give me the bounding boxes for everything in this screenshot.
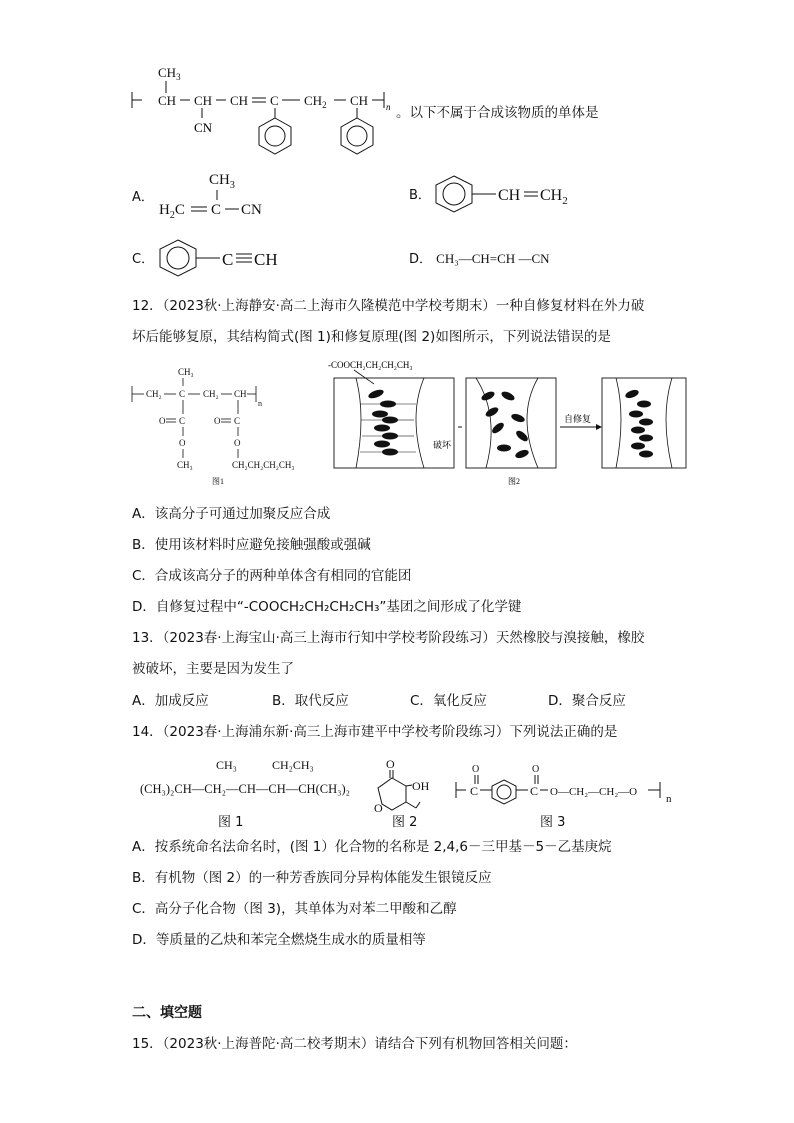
q11-option-a-structure: [155, 168, 275, 224]
q13-option-b[interactable]: B．取代反应: [272, 693, 349, 709]
q14-fig1-caption: 图 1: [218, 815, 244, 830]
q12-option-b[interactable]: B．使用该材料时应避免接触强酸或强碱: [132, 537, 371, 553]
svg-text:O: O: [214, 416, 221, 426]
q11-polymer-n: n: [386, 102, 391, 112]
q14-fig1-sub-ethyl: CH₂CH₃: [272, 758, 314, 772]
q12-stem-line2: 坏后能够复原，其结构简式(图 1)和修复原理(图 2)如图所示，下列说法错误的是: [132, 329, 611, 345]
svg-text:C: C: [470, 784, 479, 798]
q11-option-d-label: D．: [409, 252, 433, 267]
svg-text:CH₂: CH₂: [146, 389, 162, 399]
svg-text:O: O: [159, 416, 166, 426]
svg-text:CH₂CH₂CH₂CH₃: CH₂CH₂CH₂CH₃: [232, 460, 295, 470]
q11-option-c-label[interactable]: C．: [132, 252, 155, 267]
q12-fig2-caption: 图2: [508, 477, 520, 486]
q11-option-d[interactable]: [409, 250, 550, 269]
svg-text:C: C: [179, 389, 186, 399]
svg-text:CH: CH: [234, 389, 247, 399]
svg-text:图1: 图1: [212, 477, 224, 486]
svg-text:C: C: [234, 416, 241, 426]
q12-option-c[interactable]: C．合成该高分子的两种单体含有相同的官能团: [132, 568, 412, 584]
svg-text:CH: CH: [498, 187, 521, 204]
q11-option-a-label[interactable]: A．: [132, 190, 154, 205]
svg-text:O: O: [386, 758, 395, 771]
q13-stem-line1: 13．（2023春·上海宝山·高三上海市行知中学校考阶段练习）天然橡胶与溴接触，橡胶: [132, 630, 645, 646]
q12-fig2-group-label: -COOCH₂CH₂CH₂CH₃: [328, 360, 413, 370]
q14-fig3-structure: [452, 762, 688, 806]
q14-option-b[interactable]: B．有机物（图 2）的一种芳香族同分异构体能发生银镜反应: [132, 870, 492, 886]
q11-polymer-seg2: CH: [194, 93, 213, 108]
q11-polymer-seg6: CH: [350, 93, 369, 108]
q12-fig2-arrow2-label: 自修复: [564, 414, 592, 424]
svg-text:OH: OH: [412, 779, 430, 793]
q12-figure1: [128, 362, 318, 486]
q11-option-c-structure: [156, 236, 296, 280]
q11-option-b-label[interactable]: B．: [409, 188, 431, 203]
q14-stem-line1: 14．（2023春·上海浦东新·高三上海市建平中学校考阶段练习）下列说法正确的是: [132, 724, 618, 740]
q11-polymer-structure: [128, 60, 398, 160]
q11-polymer-seg5: $CH_2$: [304, 93, 327, 110]
q13-option-c[interactable]: C．氧化反应: [410, 693, 487, 709]
q12-option-a[interactable]: A．该高分子可通过加聚反应合成: [132, 506, 331, 522]
q14-option-d[interactable]: D．等质量的乙炔和苯完全燃烧生成水的质量相等: [132, 932, 426, 948]
q12-option-d[interactable]: D．自修复过程中“-COOCH₂CH₂CH₂CH₃”基团之间形成了化学键: [132, 599, 522, 615]
svg-text:O: O: [472, 764, 480, 775]
svg-text:CH₃: CH₃: [178, 367, 194, 377]
q11-polymer-seg1: CH: [158, 93, 177, 108]
svg-text:n: n: [666, 793, 672, 805]
svg-text:CH: CH: [254, 250, 278, 269]
svg-text:CH2: $CH_2$: [540, 187, 568, 207]
q14-option-c[interactable]: C．高分子化合物（图 3)，其单体为对苯二甲酸和乙醇: [132, 901, 457, 917]
q12-figure2: [326, 356, 688, 490]
svg-text:CH₂: CH₂: [203, 389, 219, 399]
q11-polymer-ch3: $CH_3$: [158, 65, 181, 82]
svg-text:O: O: [234, 438, 241, 448]
svg-text:C: C: [179, 416, 186, 426]
q11-option-d-formula: CH₃—CH=CH —CN: [436, 251, 550, 266]
svg-text:C: C: [222, 250, 234, 269]
q11-polymer-seg3: CH: [230, 93, 249, 108]
svg-text:n: n: [258, 399, 262, 408]
svg-text:O: O: [179, 438, 186, 448]
svg-text:O: O: [374, 801, 383, 814]
q11-stem: 。以下不属于合成该物质的单体是: [396, 105, 599, 121]
q13-option-d[interactable]: D．聚合反应: [548, 693, 626, 709]
svg-text:CH3: $CH_3$: [209, 172, 235, 191]
q14-fig1-sub-ch3: CH₃: [216, 758, 237, 772]
q11-polymer-cn: CN: [194, 120, 213, 135]
q15-stem-line1: 15．（2023秋·上海普陀·高二校考期末）请结合下列有机物回答相关问题：: [132, 1036, 577, 1052]
svg-text:CN: CN: [241, 202, 262, 218]
svg-text:CH₃: CH₃: [177, 460, 193, 470]
svg-text:C: C: [530, 784, 539, 798]
q13-option-a[interactable]: A．加成反应: [132, 693, 209, 709]
q14-option-a[interactable]: A．按系统命名法命名时，(图 1）化合物的名称是 2,4,6－三甲基－5－乙基庚烷: [132, 839, 612, 855]
q11-option-b-structure: [432, 172, 592, 216]
svg-text:C: C: [211, 202, 222, 218]
q11-polymer-seg4: C: [270, 93, 279, 108]
q14-fig1-main-chain: (CH₃)₂CH—CH₂—CH—CH—CH(CH₃)₂: [140, 782, 350, 796]
q12-fig2-arrow1-label: 破坏: [433, 440, 452, 450]
svg-text:H2C: $H_2C$: [159, 202, 185, 221]
svg-text:O: O: [532, 764, 540, 775]
q14-fig3-caption: 图 3: [540, 815, 566, 830]
q12-stem-line1: 12．（2023秋·上海静安·高二上海市久隆模范中学校考期末）一种自修复材料在外力破: [132, 298, 645, 314]
q13-stem-line2: 被破坏，主要是因为发生了: [132, 661, 294, 677]
section-title: 二、填空题: [132, 1005, 202, 1021]
q14-fig2-caption: 图 2: [392, 815, 418, 830]
svg-text:O—CH₂—CH₂—O: O—CH₂—CH₂—O: [550, 786, 638, 798]
